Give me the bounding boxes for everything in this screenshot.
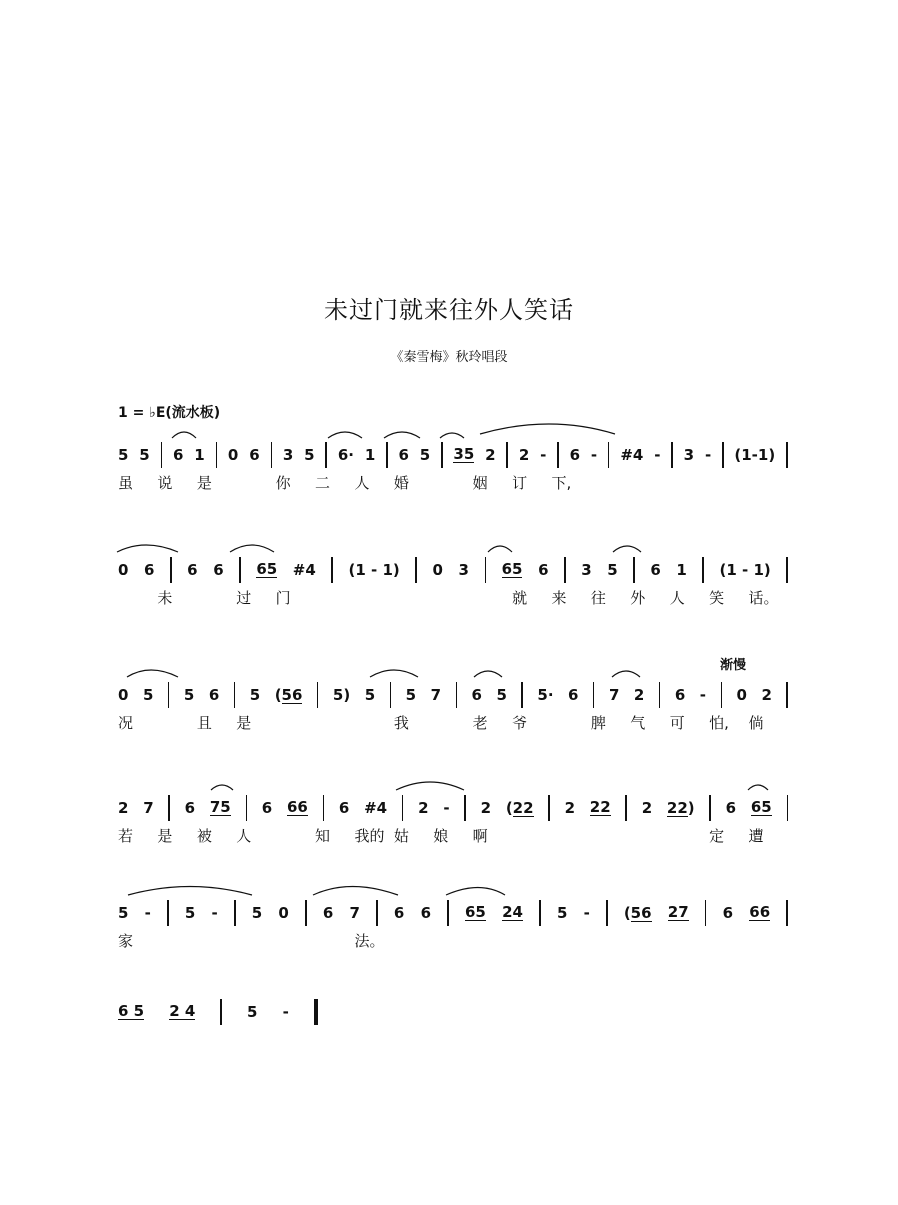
lyric: 倘 — [748, 714, 764, 732]
notes-line-3: 0 5 5 6 5 (56 5) 5 5 7 6 5 5· 6 7 2 6 - 0 2 — [118, 680, 788, 710]
lyric — [197, 587, 236, 609]
notes-line-6: 6 5 2 4 5 - — [118, 997, 318, 1027]
lyric: 订 — [512, 474, 528, 492]
lyric — [276, 930, 315, 952]
lyric — [591, 472, 630, 494]
lyric: 老 — [472, 714, 488, 732]
lyric: 娘 — [433, 827, 449, 845]
lyric: 姻 — [472, 474, 488, 492]
lyric — [157, 930, 196, 952]
lyric — [512, 930, 551, 952]
lyric: 你 — [275, 474, 291, 492]
lyric — [473, 930, 512, 952]
lyric: 怕, — [709, 714, 729, 732]
lyric: 过 — [236, 589, 252, 607]
staff-line-2 — [118, 555, 788, 585]
lyric — [433, 472, 472, 494]
lyric: 气 — [630, 714, 646, 732]
notes-line-5: 5 - 5 - 5 0 6 7 6 6 65 24 5 - (56 27 6 66 — [118, 898, 788, 928]
lyric: 啊 — [472, 827, 488, 845]
lyric — [394, 930, 433, 952]
lyric: 人 — [354, 474, 370, 492]
lyric: 往 — [590, 589, 606, 607]
lyric: 且 — [196, 714, 212, 732]
staff-line-6 — [118, 997, 318, 1027]
lyric: 人 — [669, 589, 685, 607]
staff-line-1 — [118, 440, 788, 470]
tempo-marking: 渐慢 — [720, 658, 747, 673]
lyric: 人 — [236, 827, 252, 845]
lyric — [670, 930, 709, 952]
lyric — [630, 930, 669, 952]
staff-line-4 — [118, 793, 788, 823]
notes-line-4: 2 7 6 75 6 66 6 #4 2 - 2 (22 2 22 2 22) 6 65 — [118, 793, 788, 823]
lyric — [749, 930, 788, 952]
lyric — [276, 712, 315, 734]
lyric — [197, 930, 236, 952]
notes-line-2: 0 6 6 6 65 #4 (1 - 1) 0 3 65 6 3 5 6 1 (1 - 1) — [118, 555, 788, 585]
lyric: 脾 — [590, 714, 606, 732]
lyric: 是 — [236, 714, 252, 732]
lyric: 姑 — [393, 827, 409, 845]
page-subtitle: 《秦雪梅》秋玲唱段 — [390, 350, 508, 365]
lyric — [670, 472, 709, 494]
lyric: 是 — [157, 827, 173, 845]
lyric: 若 — [118, 827, 134, 845]
lyric — [157, 712, 196, 734]
lyric: 家 — [118, 932, 134, 950]
lyric — [630, 472, 669, 494]
lyric — [354, 712, 393, 734]
lyric: 定 — [709, 827, 725, 845]
lyric: 话。 — [748, 589, 779, 607]
lyrics-line-5 — [118, 930, 788, 952]
lyric: 是 — [196, 474, 212, 492]
lyric: 二 — [315, 474, 331, 492]
lyric — [394, 587, 433, 609]
lyric: 外 — [630, 589, 646, 607]
lyric — [670, 825, 709, 847]
lyric — [591, 825, 630, 847]
key-signature: 1 = ♭E(流水板) — [118, 405, 221, 421]
lyric: 况 — [118, 714, 134, 732]
lyric: 说 — [157, 474, 173, 492]
lyric — [315, 930, 354, 952]
lyric — [354, 587, 393, 609]
lyrics-line-3 — [118, 712, 788, 734]
lyric — [433, 712, 472, 734]
lyric: 遭 — [748, 827, 764, 845]
lyric — [315, 712, 354, 734]
lyrics-line-2 — [118, 587, 788, 609]
lyric — [551, 712, 590, 734]
lyric — [709, 472, 748, 494]
lyric — [709, 930, 748, 952]
lyric: 我 — [393, 714, 409, 732]
staff-line-3 — [118, 680, 788, 710]
lyric — [591, 930, 630, 952]
lyric — [276, 825, 315, 847]
lyric: 知 — [315, 827, 331, 845]
lyric: 虽 — [118, 474, 134, 492]
lyric — [749, 472, 788, 494]
lyric: 笑 — [709, 589, 725, 607]
lyric — [630, 825, 669, 847]
lyric — [236, 930, 275, 952]
lyric — [433, 930, 472, 952]
lyrics-line-4 — [118, 825, 788, 847]
lyric: 爷 — [512, 714, 528, 732]
lyric: 我的 — [354, 827, 385, 845]
lyric: 来 — [551, 589, 567, 607]
lyric: 婚 — [393, 474, 409, 492]
lyric — [236, 472, 275, 494]
page-title: 未过门就来往外人笑话 — [324, 296, 574, 324]
lyric: 法。 — [354, 932, 385, 950]
notes-line-1: 5 5 6 1 0 6 3 5 6· 1 6 5 35 2 2 - 6 - #4 - 3 - (1-1) — [118, 440, 788, 470]
lyric: 可 — [669, 714, 685, 732]
lyric — [551, 930, 590, 952]
lyric: 门 — [275, 589, 291, 607]
lyric — [118, 587, 157, 609]
staff-line-5 — [118, 898, 788, 928]
lyric — [473, 587, 512, 609]
lyric: 未 — [157, 589, 173, 607]
lyric: 就 — [512, 589, 528, 607]
lyrics-line-1 — [118, 472, 788, 494]
lyric — [512, 825, 551, 847]
lyric: 下, — [551, 474, 572, 492]
lyric — [551, 825, 590, 847]
lyric: 被 — [196, 827, 212, 845]
lyric — [433, 587, 472, 609]
lyric — [315, 587, 354, 609]
